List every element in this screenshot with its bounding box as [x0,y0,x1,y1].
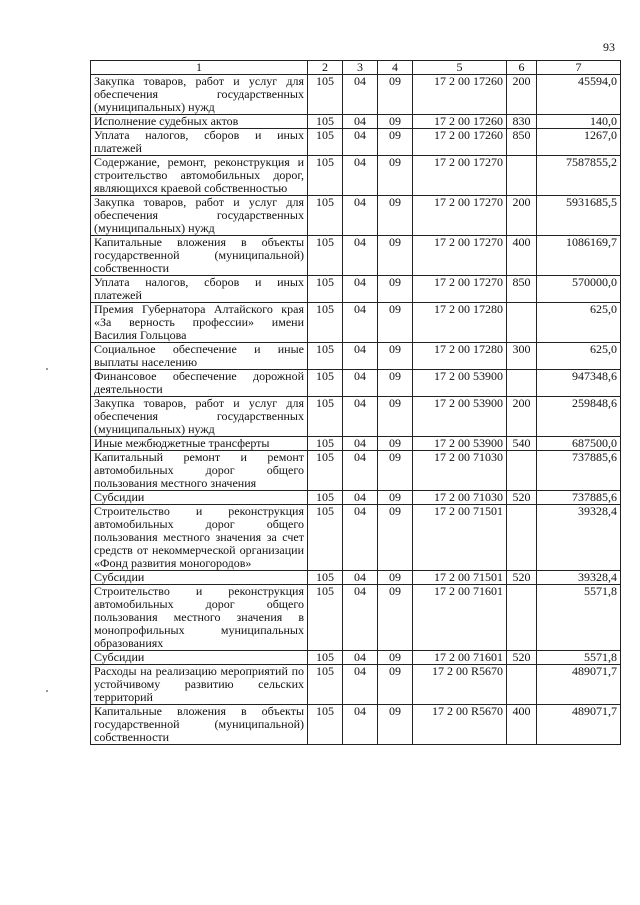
target-article-code-cell: 17 2 00 17260 [413,129,507,156]
header-col-7: 7 [537,61,621,75]
amount-cell: 625,0 [537,303,621,343]
expense-name-cell: Исполнение судебных актов [91,115,308,129]
subsection-code-cell: 09 [378,437,413,451]
target-article-code-cell: 17 2 00 71501 [413,505,507,571]
amount-cell: 625,0 [537,343,621,370]
section-code-cell: 04 [343,651,378,665]
section-code-cell: 04 [343,129,378,156]
table-row [91,370,621,397]
table-row [91,397,621,437]
amount-cell: 39328,4 [537,505,621,571]
target-article-code-cell: 17 2 00 17280 [413,303,507,343]
subsection-code-cell: 09 [378,665,413,705]
expense-name-cell: Закупка товаров, работ и услуг для обеспечения государственных (муниципальных) нужд [91,75,308,115]
section-code-cell: 04 [343,370,378,397]
expense-name-cell: Финансовое обеспечение дорожной деятельности [91,370,308,397]
expense-name-cell: Расходы на реализацию мероприятий по устойчивому развитию сельских территорий [91,665,308,705]
subsection-code-cell: 09 [378,115,413,129]
header-col-1: 1 [91,61,308,75]
section-code-cell: 04 [343,705,378,745]
subsection-code-cell: 09 [378,585,413,651]
ministry-code-cell: 105 [308,303,343,343]
expense-type-code-cell: 520 [507,571,537,585]
table-row [91,156,621,196]
section-code-cell: 04 [343,397,378,437]
table-row [91,236,621,276]
amount-cell: 489071,7 [537,665,621,705]
ministry-code-cell: 105 [308,451,343,491]
subsection-code-cell: 09 [378,491,413,505]
expense-name-cell: Строительство и реконструкция автомобильных дорог общего пользования местного значения за счет средств от некоммерческой организации «Фонд развития моногородов» [91,505,308,571]
table-row [91,491,621,505]
amount-cell: 687500,0 [537,437,621,451]
header-col-4: 4 [378,61,413,75]
header-col-3: 3 [343,61,378,75]
amount-cell: 737885,6 [537,491,621,505]
target-article-code-cell: 17 2 00 17270 [413,276,507,303]
amount-cell: 45594,0 [537,75,621,115]
expense-name-cell: Капитальные вложения в объекты государственной (муниципальной) собственности [91,236,308,276]
expense-type-code-cell: 200 [507,196,537,236]
expense-name-cell: Капитальные вложения в объекты государственной (муниципальной) собственности [91,705,308,745]
section-code-cell: 04 [343,276,378,303]
expense-name-cell: Субсидии [91,491,308,505]
amount-cell: 259848,6 [537,397,621,437]
subsection-code-cell: 09 [378,370,413,397]
target-article-code-cell: 17 2 00 53900 [413,370,507,397]
table-row [91,437,621,451]
expense-type-code-cell: 400 [507,705,537,745]
table-row [91,75,621,115]
target-article-code-cell: 17 2 00 R5670 [413,665,507,705]
table-row [91,651,621,665]
expense-type-code-cell: 200 [507,75,537,115]
expense-type-code-cell [507,156,537,196]
section-code-cell: 04 [343,343,378,370]
target-article-code-cell: 17 2 00 71501 [413,571,507,585]
section-code-cell: 04 [343,156,378,196]
expense-type-code-cell: 400 [507,236,537,276]
target-article-code-cell: 17 2 00 17260 [413,115,507,129]
ministry-code-cell: 105 [308,115,343,129]
expense-type-code-cell: 520 [507,491,537,505]
budget-table [90,60,621,745]
expense-type-code-cell: 850 [507,276,537,303]
expense-name-cell: Капитальный ремонт и ремонт автомобильных дорог общего пользования местного значения [91,451,308,491]
amount-cell: 489071,7 [537,705,621,745]
amount-cell: 5931685,5 [537,196,621,236]
amount-cell: 39328,4 [537,571,621,585]
scan-mark [46,368,48,370]
amount-cell: 5571,8 [537,651,621,665]
target-article-code-cell: 17 2 00 17270 [413,196,507,236]
subsection-code-cell: 09 [378,343,413,370]
target-article-code-cell: 17 2 00 71030 [413,491,507,505]
amount-cell: 5571,8 [537,585,621,651]
expense-name-cell: Субсидии [91,651,308,665]
amount-cell: 1086169,7 [537,236,621,276]
page-number: 93 [603,40,615,54]
subsection-code-cell: 09 [378,505,413,571]
ministry-code-cell: 105 [308,276,343,303]
table-row [91,115,621,129]
expense-type-code-cell [507,585,537,651]
section-code-cell: 04 [343,491,378,505]
expense-type-code-cell: 520 [507,651,537,665]
section-code-cell: 04 [343,115,378,129]
section-code-cell: 04 [343,571,378,585]
section-code-cell: 04 [343,303,378,343]
section-code-cell: 04 [343,196,378,236]
section-code-cell: 04 [343,451,378,491]
expense-name-cell: Уплата налогов, сборов и иных платежей [91,129,308,156]
section-code-cell: 04 [343,505,378,571]
subsection-code-cell: 09 [378,276,413,303]
expense-type-code-cell [507,370,537,397]
target-article-code-cell: 17 2 00 17260 [413,75,507,115]
table-body [91,75,621,745]
header-row [91,61,621,75]
subsection-code-cell: 09 [378,651,413,665]
expense-type-code-cell [507,451,537,491]
subsection-code-cell: 09 [378,397,413,437]
ministry-code-cell: 105 [308,571,343,585]
expense-name-cell: Закупка товаров, работ и услуг для обеспечения государственных (муниципальных) нужд [91,196,308,236]
table-row [91,505,621,571]
subsection-code-cell: 09 [378,75,413,115]
ministry-code-cell: 105 [308,491,343,505]
expense-name-cell: Премия Губернатора Алтайского края «За верность профессии» имени Василия Гольцова [91,303,308,343]
expense-name-cell: Уплата налогов, сборов и иных платежей [91,276,308,303]
amount-cell: 1267,0 [537,129,621,156]
section-code-cell: 04 [343,585,378,651]
expense-type-code-cell: 200 [507,397,537,437]
ministry-code-cell: 105 [308,651,343,665]
subsection-code-cell: 09 [378,571,413,585]
expense-type-code-cell [507,505,537,571]
table-row [91,585,621,651]
table-row [91,303,621,343]
table-row [91,276,621,303]
subsection-code-cell: 09 [378,705,413,745]
table-row [91,571,621,585]
section-code-cell: 04 [343,75,378,115]
target-article-code-cell: 17 2 00 17280 [413,343,507,370]
header-col-6: 6 [507,61,537,75]
table-row [91,705,621,745]
table-header [91,61,621,75]
expense-type-code-cell [507,665,537,705]
table-row [91,451,621,491]
subsection-code-cell: 09 [378,303,413,343]
section-code-cell: 04 [343,236,378,276]
amount-cell: 7587855,2 [537,156,621,196]
expense-name-cell: Социальное обеспечение и иные выплаты населению [91,343,308,370]
ministry-code-cell: 105 [308,585,343,651]
expense-type-code-cell: 540 [507,437,537,451]
expense-type-code-cell: 850 [507,129,537,156]
subsection-code-cell: 09 [378,196,413,236]
subsection-code-cell: 09 [378,236,413,276]
expense-name-cell: Иные межбюджетные трансферты [91,437,308,451]
target-article-code-cell: 17 2 00 53900 [413,437,507,451]
table-row [91,665,621,705]
subsection-code-cell: 09 [378,451,413,491]
target-article-code-cell: 17 2 00 71601 [413,651,507,665]
ministry-code-cell: 105 [308,196,343,236]
amount-cell: 737885,6 [537,451,621,491]
ministry-code-cell: 105 [308,370,343,397]
ministry-code-cell: 105 [308,665,343,705]
ministry-code-cell: 105 [308,156,343,196]
ministry-code-cell: 105 [308,75,343,115]
subsection-code-cell: 09 [378,156,413,196]
expense-name-cell: Строительство и реконструкция автомобильных дорог общего пользования местного значения в монопрофильных муниципальных образованиях [91,585,308,651]
target-article-code-cell: 17 2 00 53900 [413,397,507,437]
ministry-code-cell: 105 [308,129,343,156]
target-article-code-cell: 17 2 00 71601 [413,585,507,651]
target-article-code-cell: 17 2 00 71030 [413,451,507,491]
expense-name-cell: Закупка товаров, работ и услуг для обеспечения государственных (муниципальных) нужд [91,397,308,437]
subsection-code-cell: 09 [378,129,413,156]
target-article-code-cell: 17 2 00 17270 [413,236,507,276]
scan-mark [46,690,48,692]
target-article-code-cell: 17 2 00 R5670 [413,705,507,745]
expense-name-cell: Субсидии [91,571,308,585]
header-col-5: 5 [413,61,507,75]
ministry-code-cell: 105 [308,236,343,276]
ministry-code-cell: 105 [308,705,343,745]
section-code-cell: 04 [343,437,378,451]
expense-name-cell: Содержание, ремонт, реконструкция и строительство автомобильных дорог, являющихся краевой собственностью [91,156,308,196]
table-row [91,129,621,156]
expense-type-code-cell: 830 [507,115,537,129]
target-article-code-cell: 17 2 00 17270 [413,156,507,196]
expense-type-code-cell: 300 [507,343,537,370]
section-code-cell: 04 [343,665,378,705]
table-row [91,343,621,370]
ministry-code-cell: 105 [308,397,343,437]
amount-cell: 570000,0 [537,276,621,303]
ministry-code-cell: 105 [308,437,343,451]
ministry-code-cell: 105 [308,343,343,370]
amount-cell: 140,0 [537,115,621,129]
table-row [91,196,621,236]
ministry-code-cell: 105 [308,505,343,571]
expense-type-code-cell [507,303,537,343]
header-col-2: 2 [308,61,343,75]
amount-cell: 947348,6 [537,370,621,397]
